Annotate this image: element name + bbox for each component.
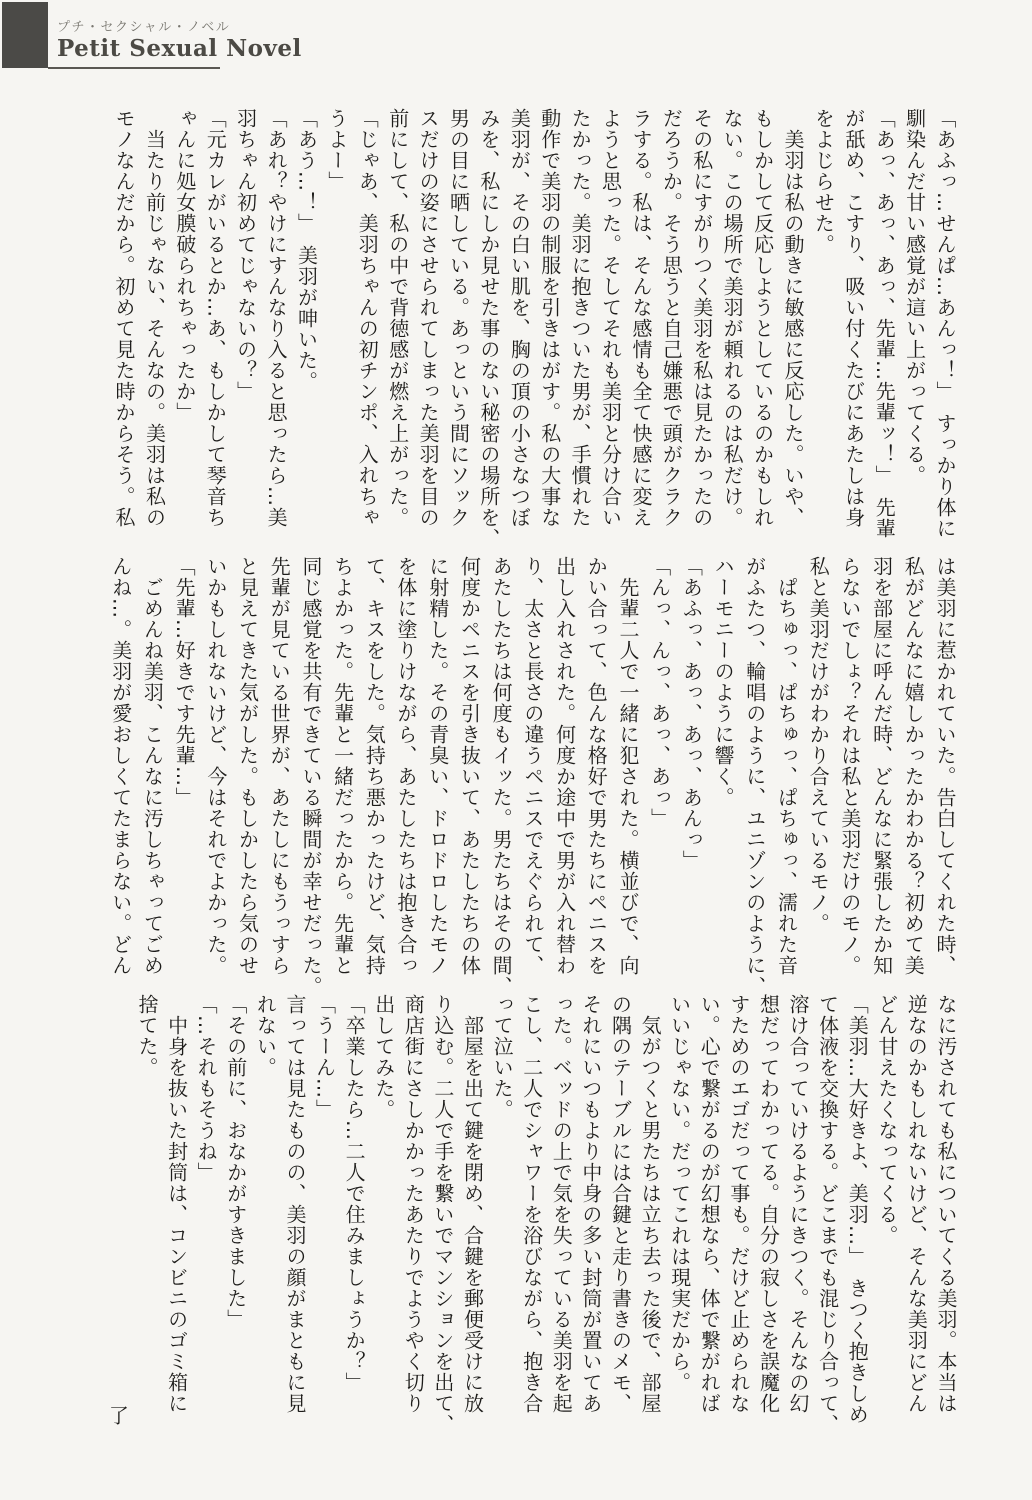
text-column: 逆なのかもしれないけど、そんな美羽にどん [904, 994, 929, 1414]
text-column: なに汚されても私についてくる美羽。本当は [934, 994, 958, 1414]
text-column: もしかして反応しようとしているのかもしれ [750, 108, 775, 528]
text-column: って泣いた。 [490, 994, 515, 1120]
text-column: ようと思った。そしてそれも美羽と分け合い [598, 108, 623, 528]
text-column: うよー」 [324, 108, 349, 192]
text-column: を体に塗りけながら、あたしたちは抱き合っ [394, 556, 419, 976]
text-column: 前にして、私の中で背徳感が燃え上がった。 [385, 108, 410, 528]
text-column: その私にすがりつく美羽を私は見たかったの [689, 108, 714, 528]
text-column: 「あふっ、あっ、あっ、あんっ」 [679, 556, 704, 871]
text-column: モノなんだから。初めて見た時からそう。私 [112, 108, 137, 528]
text-column: 同じ感覚を共有できている瞬間が幸せだった。 [298, 556, 323, 997]
text-column: 「うーん…」 [312, 994, 337, 1120]
text-column: 中身を抜いた封筒は、コンビニのゴミ箱に [164, 994, 189, 1414]
text-column: 想だってわかってる。自分の寂しさを誤魔化 [756, 994, 781, 1414]
text-column: 商店街にさしかかったあたりでようやく切り [401, 994, 426, 1414]
text-column: 「あふっ…せんぱ…あんっ！」 すっかり体に [933, 108, 957, 539]
text-column: 羽ちゃん初めてじゃないの？」 [233, 108, 258, 402]
text-column: ない。この場所で美羽が頼れるのは私だけ。 [720, 108, 745, 528]
text-column: 羽を部屋に呼んだ時、どんなに緊張したか知 [869, 556, 894, 976]
text-column: ぱちゅっ、ぱちゅっ、ぱちゅっ、濡れた音 [774, 556, 799, 976]
text-column: 先輩二人で一緒に犯された。横並びで、向 [615, 556, 640, 976]
end-mark: 了 [105, 1405, 130, 1426]
text-column: いいじゃない。だってこれは現実だから。 [667, 994, 692, 1393]
text-band-3 [100, 994, 960, 1435]
text-column: 当たり前じゃない、そんなの。美羽は私の [142, 108, 167, 528]
text-column: いかもしれないけど、今はそれでよかった。 [203, 556, 228, 976]
text-column: 捨てた。 [134, 994, 159, 1078]
text-column: がふたつ、輪唱のように、ユニゾンのように、 [742, 556, 767, 997]
text-column: ごめんね美羽、こんなに汚しちゃってごめ [140, 556, 165, 976]
text-column: 動作で美羽の制服を引きはがす。私の大事な [537, 108, 562, 528]
text-band-2 [100, 556, 960, 997]
text-column: 馴染んだ甘い感覚が這い上がってくる。 [902, 108, 927, 486]
text-column: った。ベッドの上で気を失っている美羽を起 [549, 994, 574, 1414]
text-column: たかった。美羽に抱きついた男が、手慣れた [568, 108, 593, 528]
text-column: 美羽が、その白い肌を、胸の頂の小さなつぼ [507, 108, 532, 528]
text-column: 先輩が見ている世界が、あたしにもうっすら [267, 556, 292, 976]
text-column: 言っては見たものの、美羽の顔がまともに見 [282, 994, 307, 1414]
text-column: らないでしょ？それは私と美羽だけのモノ。 [837, 556, 862, 976]
text-column: て体液を交換する。どこまでも混じり合って、 [815, 994, 840, 1435]
text-column: り、太さと長さの違うペニスでえぐられて、 [520, 556, 545, 976]
text-column: 溶け合っていけるようにきつく。そんなの幻 [786, 994, 811, 1414]
text-column: みを、私にしか見せた事のない秘密の場所を、 [476, 108, 501, 549]
text-column: んね…。美羽が愛おしくてたまらない。どん [108, 556, 133, 976]
text-column: 「元カレがいるとか…あ、もしかして琴音ち [203, 108, 228, 528]
text-column: 私がどんなに嬉しかったかわかる？初めて美 [901, 556, 926, 976]
text-column: い。心で繋がるのが幻想なら、体で繋がれば [697, 994, 722, 1414]
text-column: 「じゃあ、美羽ちゃんの初チンポ、入れちゃ [355, 108, 380, 528]
text-column: の隅のテーブルには合鍵と走り書きのメモ、 [608, 994, 633, 1414]
text-column: 気がつくと男たちは立ち去った後で、部屋 [638, 994, 663, 1414]
series-title-english: Petit Sexual Novel [57, 35, 302, 62]
text-column: 「卒業したら…二人で住みましょうか？」 [342, 994, 367, 1393]
text-column: 美羽は私の動きに敏感に反応した。いや、 [780, 108, 805, 528]
text-column: 「あれ？やけにすんなり入ると思ったら…美 [264, 108, 289, 528]
text-column: り込む。二人で手を繋いでマンションを出て、 [430, 994, 455, 1435]
text-column: 部屋を出て鍵を閉め、合鍵を郵便受けに放 [460, 994, 485, 1414]
text-column: ちよかった。先輩と一緒だったから。先輩と [330, 556, 355, 976]
novel-text [100, 0, 960, 1500]
text-column: だろうか。そう思うと自己嫌悪で頭がクラク [659, 108, 684, 528]
text-column: それにいつもより中身の多い封筒が置いてあ [578, 994, 603, 1414]
text-column: ゃんに処女膜破られちゃったか」 [172, 108, 197, 423]
text-column: 「あっ、あっ、あっ、先輩…先輩ッ！」 先輩 [872, 108, 897, 539]
text-column: 「あう…！」 美羽が呻いた。 [294, 108, 319, 392]
series-accent-block [2, 2, 48, 68]
text-column: 私と美羽だけがわかり合えているモノ。 [806, 556, 831, 934]
series-title-japanese: プチ・セクシャル・ノベル [57, 20, 231, 35]
text-column: をよじらせた。 [811, 108, 836, 255]
text-column: 「先輩…好きです先輩…」 [172, 556, 197, 808]
text-column: と見えてきた気がした。もしかしたら気のせ [235, 556, 260, 976]
text-column: スだけの姿にさせられてしまった美羽を目の [416, 108, 441, 528]
text-column: 出し入れされた。何度か途中で男が入れ替わ [552, 556, 577, 976]
text-column: 何度かペニスを引き抜いて、あたしたちの体 [457, 556, 482, 976]
text-band-1 [100, 108, 960, 549]
text-column: 男の目に晒している。あっという間にソック [446, 108, 471, 528]
text-column: れない。 [253, 994, 278, 1078]
text-column: かい合って、色んな格好で男たちにペニスを [584, 556, 609, 976]
text-column: に射精した。その青臭い、ドロドロしたモノ [425, 556, 450, 976]
text-column: 「美羽…大好きよ、美羽…」 きつく抱きしめ [845, 994, 870, 1425]
text-column: 「…それもそうね」 [194, 994, 219, 1183]
text-column: は美羽に惹かれていた。告白してくれた時、 [933, 556, 957, 976]
text-column: すためのエゴだって事も。だけど止められな [726, 994, 751, 1414]
text-column: て、キスをした。気持ち悪かったけど、気持 [362, 556, 387, 976]
text-column: ハーモニーのように響く。 [711, 556, 736, 808]
text-column: こし、二人でシャワーを浴びながら、抱き合 [519, 994, 544, 1414]
text-column: 「その前に、おなかがすきました」 [223, 994, 248, 1330]
text-column: どん甘えたくなってくる。 [874, 994, 899, 1246]
text-column: ラする。私は、そんな感情も全て快感に変え [628, 108, 653, 528]
text-column: あたしたちは何度もイッた。男たちはその間、 [489, 556, 514, 997]
text-column: が舐め、こすり、吸い付くたびにあたしは身 [841, 108, 866, 528]
text-column: 「んっ、んっ、あっ、あっ」 [647, 556, 672, 829]
text-column: 出してみた。 [371, 994, 396, 1120]
